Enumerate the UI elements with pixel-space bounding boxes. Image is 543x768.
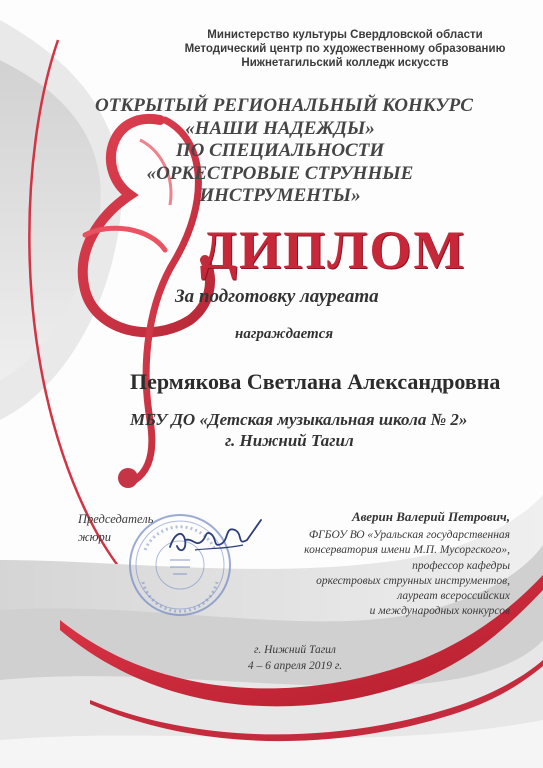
issue-date: 4 – 6 апреля 2019 г. (247, 660, 343, 672)
contest-line: ИНСТРУМЕНТЫ» (199, 185, 361, 206)
jury-chair-name: Аверин Валерий Петрович, (351, 509, 510, 524)
contest-title (95, 95, 473, 208)
recipient-name: Пермякова Светлана Александровна (130, 369, 501, 394)
document-title: ДИПЛОМ (200, 220, 467, 280)
chair-desc-line: оркестровых струнных инструментов, (316, 574, 510, 587)
contest-line: «НАШИ НАДЕЖДЫ» (185, 117, 375, 139)
contest-line: ПО СПЕЦИАЛЬНОСТИ (175, 140, 385, 161)
award-reason: За подготовку лауреата (175, 286, 379, 307)
contest-line: ОТКРЫТЫЙ РЕГИОНАЛЬНЫЙ КОНКУРС (95, 95, 473, 116)
chair-desc-line: и международных конкурсов (369, 605, 510, 618)
school-city: г. Нижний Тагил (225, 431, 354, 450)
jury-role-line: Председатель (78, 512, 154, 526)
issue-place: г. Нижний Тагил (254, 644, 336, 656)
issue-block (210, 642, 380, 674)
chair-desc-line: лауреат всероссийских (397, 590, 510, 603)
organizer-line: Методический центр по художественному образованию (184, 43, 506, 55)
chair-desc-line: ФГБОУ ВО «Уральская государственная (308, 529, 510, 541)
contest-line: «ОРКЕСТРОВЫЕ СТРУННЫЕ (146, 162, 414, 184)
jury-role (78, 510, 178, 546)
organizers-block (150, 28, 540, 70)
chair-desc-line: консерватория имени М.П. Мусоргского», (304, 544, 510, 557)
school-name: МБУ ДО «Детская музыкальная школа № 2» (130, 410, 468, 429)
organizer-line: Министерство культуры Свердловской области (207, 29, 483, 41)
chair-desc-line: профессор кафедры (412, 559, 510, 572)
jury-chair-description (255, 528, 510, 620)
organizer-line: Нижнетагильский колледж искусств (241, 57, 449, 69)
jury-role-line: жюри (78, 530, 111, 544)
awarded-label: награждается (235, 326, 334, 342)
handwritten-signature (165, 512, 265, 560)
